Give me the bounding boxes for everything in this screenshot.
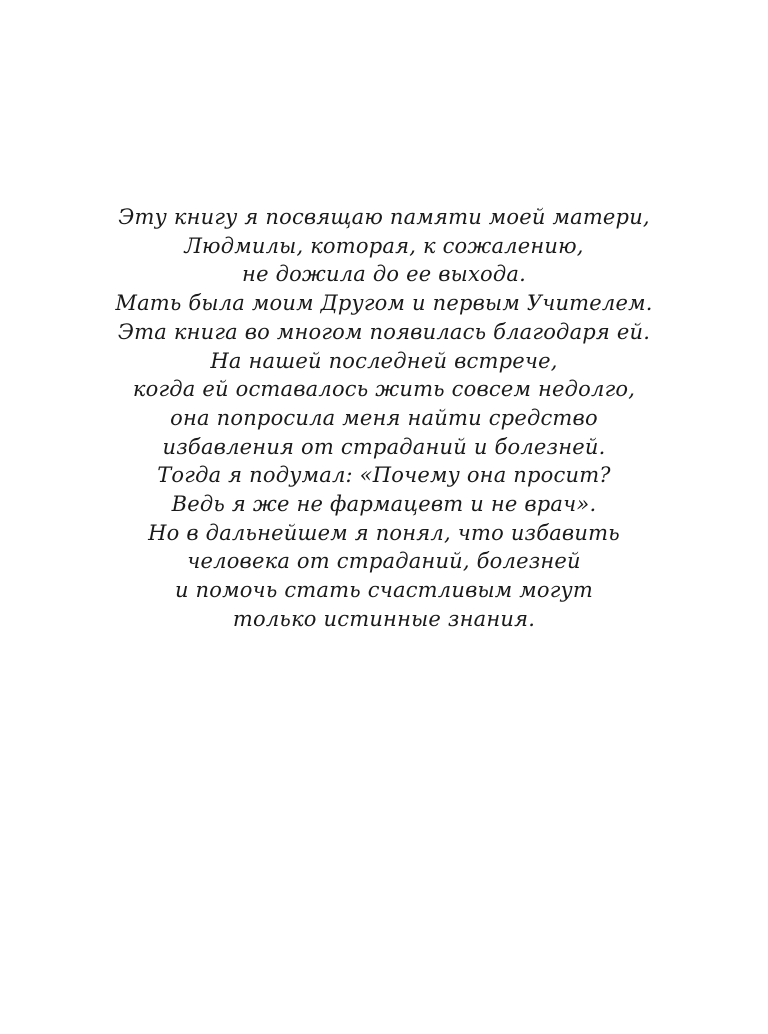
dedication-text [0,203,768,634]
dedication-line: Эту книгу я посвящаю памяти моей матери, [118,205,650,229]
dedication-line: избавления от страданий и болезней. [162,434,606,459]
dedication-line: только истинные знания. [232,606,536,631]
dedication-line: Мать была моим Другом и первым Учителем. [115,291,653,316]
dedication-line: Эта книга во многом появилась благодаря ей. [117,319,651,344]
dedication-line: Но в дальнейшем я понял, что избавить [148,520,620,545]
dedication-line: человека от страданий, болезней [187,549,581,574]
dedication-line: не дожила до ее выхода. [242,262,526,287]
dedication-line: и помочь стать счастливым могут [174,578,594,603]
dedication-line: она попросила меня найти средство [170,405,598,430]
dedication-line: На нашей последней встрече, [210,348,558,373]
dedication-line: Людмилы, которая, к сожалению, [184,233,584,258]
dedication-line: когда ей оставалось жить совсем недолго, [132,377,636,402]
dedication-line: Тогда я подумал: «Почему она просит? [157,463,611,488]
dedication-line: Ведь я же не фармацевт и не врач». [171,492,597,517]
